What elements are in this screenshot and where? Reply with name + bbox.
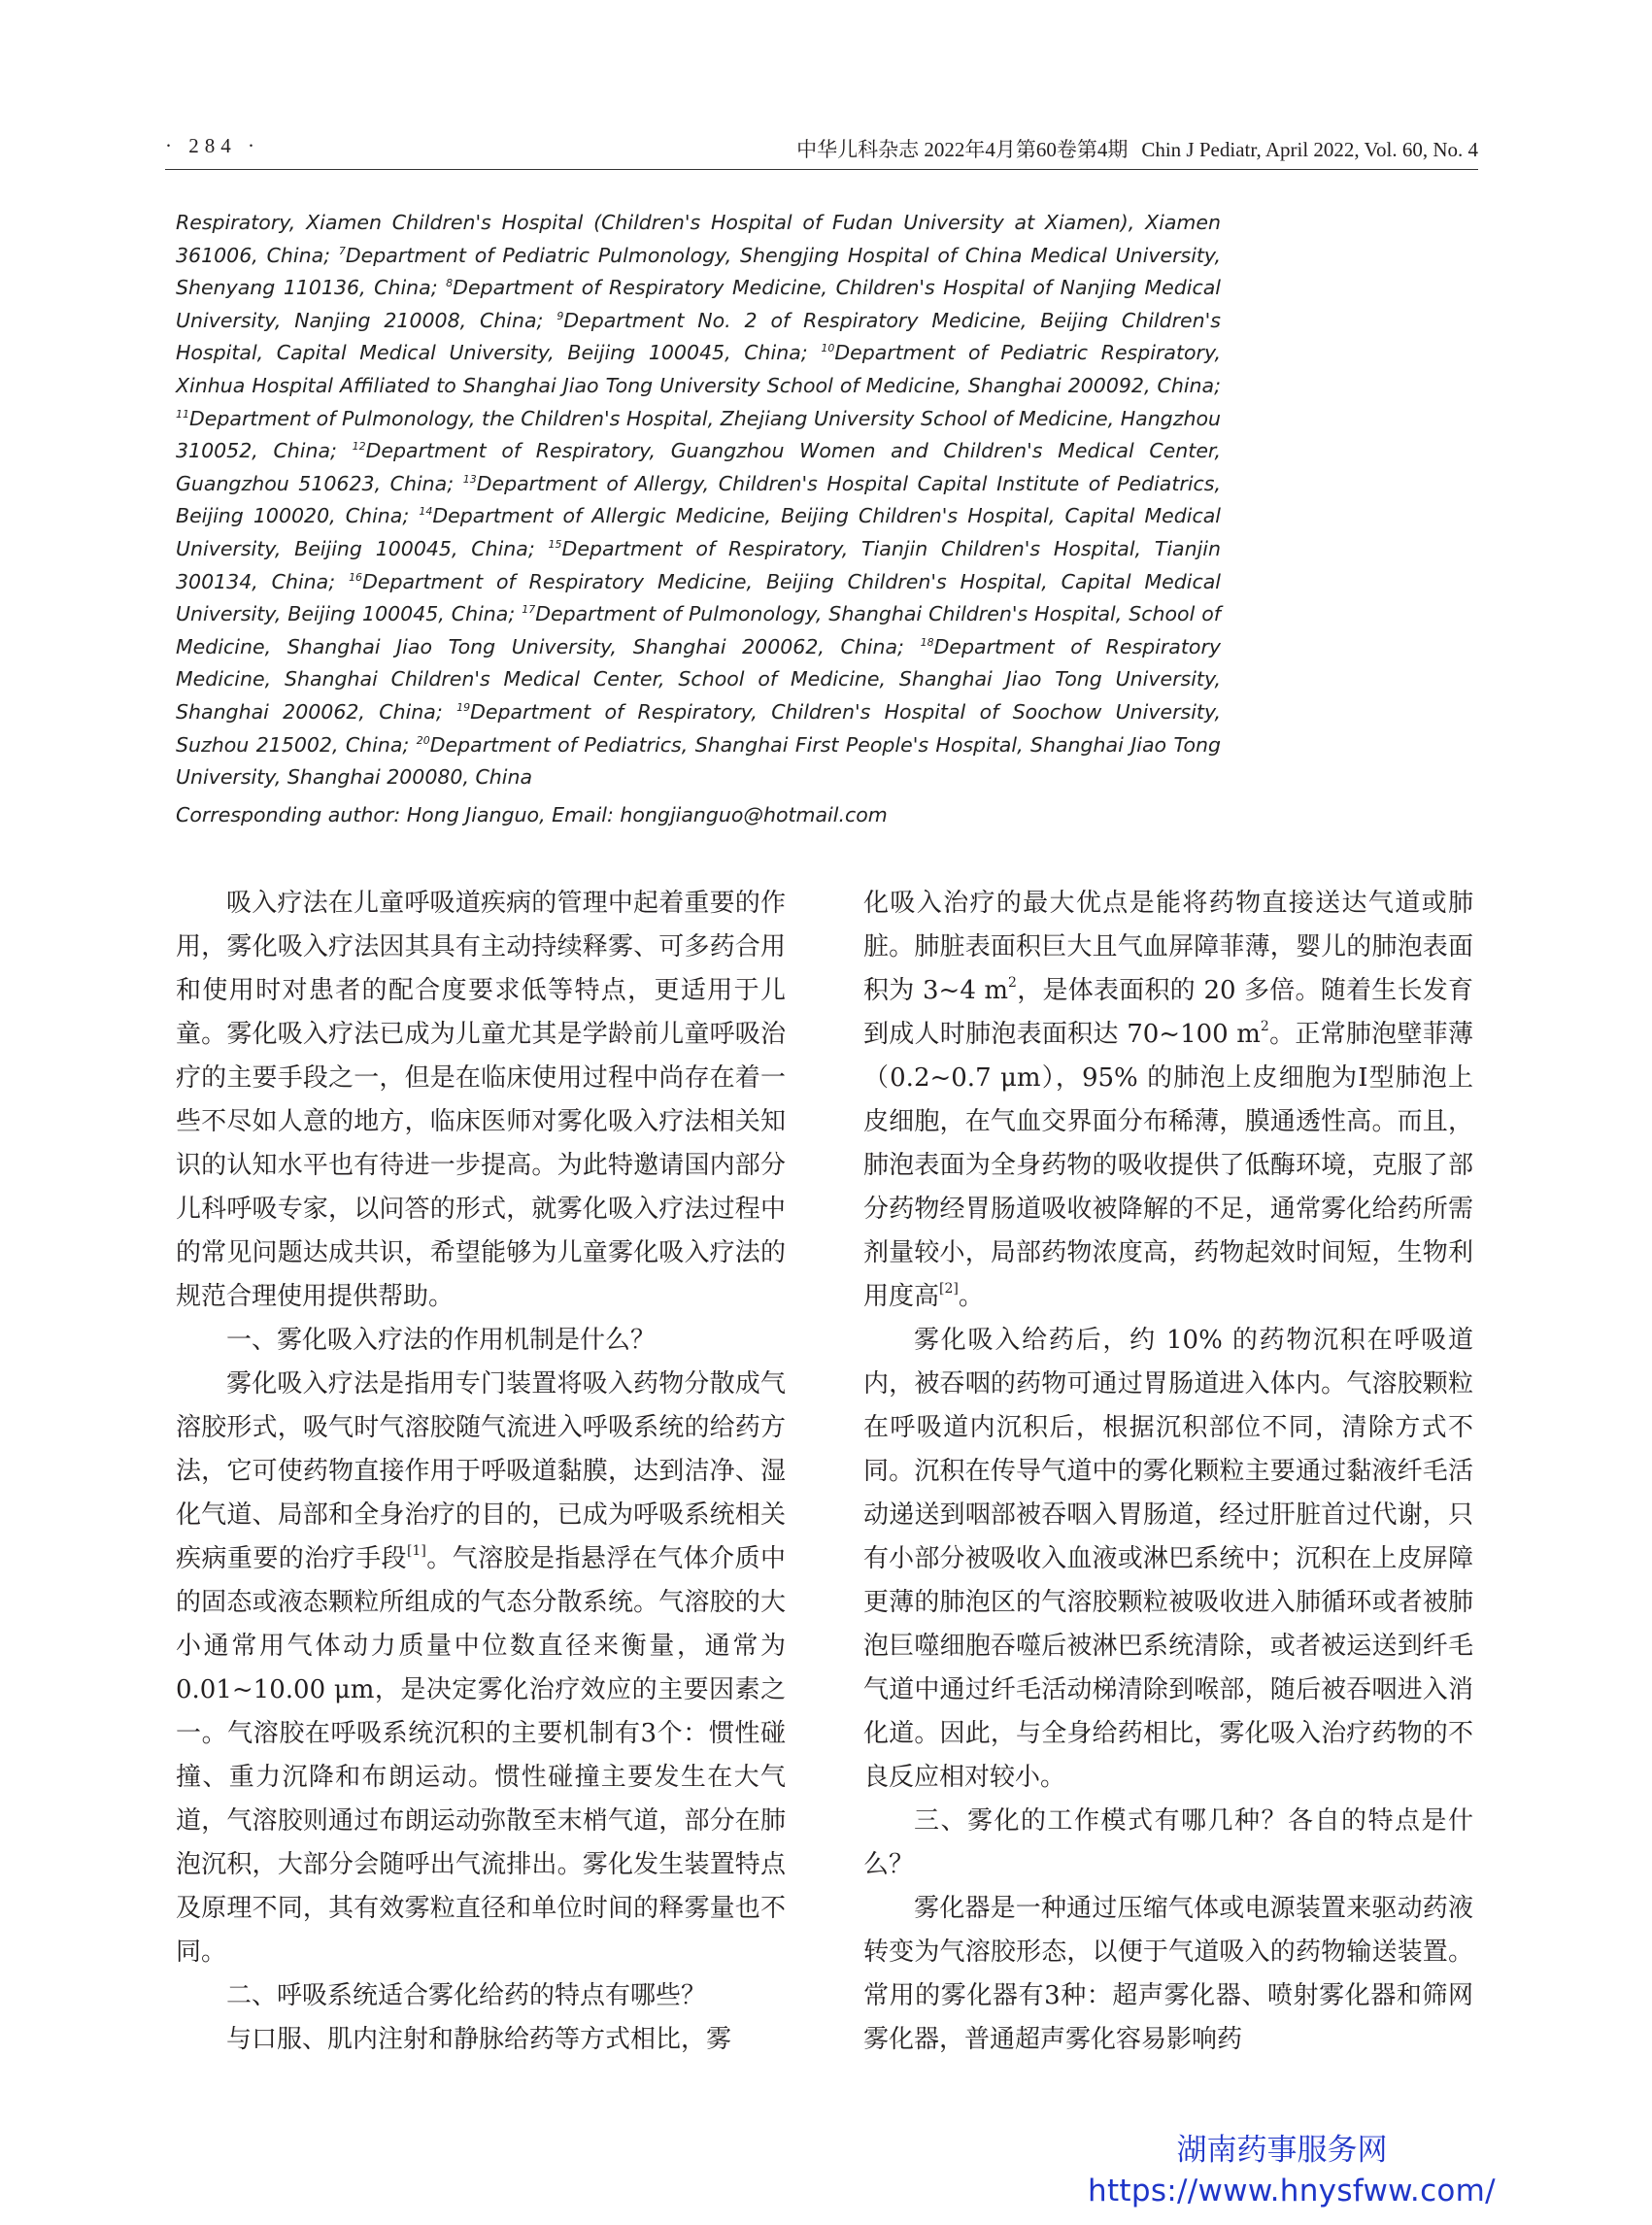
affiliation-number: 17 <box>522 603 536 617</box>
running-header <box>165 134 1478 170</box>
question-heading-2: 二、呼吸系统适合雾化给药的特点有哪些？ <box>226 1981 707 2010</box>
affiliation-number: 20 <box>416 733 430 747</box>
answer-2-text-d: 。 <box>958 1282 984 1311</box>
affiliation-number: 14 <box>419 505 433 519</box>
question-heading-1: 一、雾化吸入疗法的作用机制是什么？ <box>226 1326 657 1355</box>
affiliation-number: 10 <box>821 342 835 355</box>
page-number: · 284 · <box>165 134 260 157</box>
answer-2-text-c: 。正常肺泡壁菲薄（0.2~0.7 μm），95% 的肺泡上皮细胞为Ⅰ型肺泡上皮细胞，在气血交界面分布稀薄，膜通透性高。而且，肺泡表面为全身药物的吸收提供了低酶环境，克服了部分药物经胃肠道吸收被降解的不足，通常雾化给药所需剂量较小，局部药物浓度高，药物起效时间短，生物利用度高 <box>863 1020 1473 1311</box>
affiliation-text: Department of Pulmonology, Shanghai Children's Hospital, School of Medicine, Shanghai Jiao Tong University, Shanghai 200062, China; <box>176 602 1222 658</box>
affiliation-number: 8 <box>446 277 454 290</box>
corresponding-author: Corresponding author: Hong Jianguo, Email: hongjianguo@hotmail.com <box>176 803 888 826</box>
left-column <box>176 882 786 2062</box>
watermark-site-name: 湖南药事服务网 <box>1176 2133 1388 2168</box>
answer-paragraph-1 <box>176 1363 786 1974</box>
affiliation-number: 11 <box>176 407 189 421</box>
affiliation-number: 19 <box>456 700 471 714</box>
answer-paragraph-3: 雾化吸入给药后，约 10% 的药物沉积在呼吸道内，被吞咽的药物可通过胃肠道进入体内。气溶胶颗粒在呼吸道内沉积后，根据沉积部位不同，清除方式不同。沉积在传导气道中的雾化颗粒主要通过黏液纤毛活动递送到咽部被吞咽入胃肠道，经过肝脏首过代谢，只有小部分被吸收入血液或淋巴系统中；沉积在上皮屏障更薄的肺泡区的气溶胶颗粒被吸收进入肺循环或者被肺泡巨噬细胞吞噬后被淋巴系统清除，或者被运送到纤毛气道中通过纤毛活动梯清除到喉部，随后被吞咽进入消化道。因此，与全身给药相比，雾化吸入治疗药物的不良反应相对较小。 <box>863 1326 1473 1792</box>
answer-1-text-a: 雾化吸入疗法是指用专门装置将吸入药物分散成气溶胶形式，吸气时气溶胶随气流进入呼吸系统的给药方法，它可使药物直接作用于呼吸道黏膜，达到洁净、湿化气道、局部和全身治疗的目的，已成为呼吸系统相关疾病重要的治疗手段 <box>176 1369 786 1573</box>
question-heading-3: 三、雾化的工作模式有哪几种？各自的特点是什么？ <box>863 1806 1473 1879</box>
site-watermark <box>1088 2129 1496 2210</box>
answer-1-text-b: 。气溶胶是指悬浮在气体介质中的固态或液态颗粒所组成的气态分散系统。气溶胶的大小通常用气体动力质量中位数直径来衡量，通常为 0.01~10.00 μm，是决定雾化治疗效应的主要因素之一。气溶胶在呼吸系统沉积的主要机制有3个：惯性碰撞、重力沉降和布朗运动。惯性碰撞主要发生在大气道，气溶胶则通过布朗运动弥散至末梢气道，部分在肺泡沉积，大部分会随呼出气流排出。雾化发生装置特点及原理不同，其有效雾粒直径和单位时间的释雾量也不同。 <box>176 1544 786 1967</box>
right-column <box>863 882 1473 2062</box>
citation-ref-2[interactable]: [2] <box>939 1281 959 1297</box>
affiliation-text: Department of Respiratory, Children's Hospital of Soochow University, Suzhou 215002, China; <box>176 699 1222 757</box>
affiliation-text: Department of Pediatrics, Shanghai First People's Hospital, Shanghai Jiao Tong University, Shanghai 200080, China <box>176 732 1221 790</box>
journal-title-en: Chin J Pediatr, April 2022, Vol. 60, No. 4 <box>1141 138 1478 161</box>
answer-2-text-a: 化吸入治疗的最大优点是能将药物直接送达气道或肺脏。肺脏表面积巨大且气血屏障菲薄，婴儿的肺泡表面积为 3~4 m <box>863 889 1473 1005</box>
affiliation-text: Department of Respiratory Medicine, Shanghai Children's Medical Center, School of Medicine, Shanghai Jiao Tong University, Shanghai 200062, China; <box>176 634 1221 724</box>
superscript-2: 2 <box>1008 975 1017 991</box>
watermark-url[interactable]: https://www.hnysfww.com/ <box>1088 2174 1496 2208</box>
affiliation-number: 9 <box>556 309 564 322</box>
citation-ref-1[interactable]: [1] <box>406 1543 426 1559</box>
affiliation-number: 18 <box>920 635 934 649</box>
journal-citation <box>796 134 1478 163</box>
affiliation-number: 15 <box>548 537 562 551</box>
answer-paragraph-2-start: 与口服、肌内注射和静脉给药等方式相比，雾 <box>226 2025 732 2054</box>
superscript-2: 2 <box>1260 1019 1269 1034</box>
affiliation-text: Department of Allergy, Children's Hospital Capital Institute of Pediatrics, Beijing 100020, China; <box>176 471 1221 528</box>
answer-2-text-b: ，是体表面积的 20 多倍。随着生长发育到成人时肺泡表面积达 70~100 m <box>863 976 1473 1049</box>
affiliations-block <box>176 207 1221 794</box>
affiliation-number: 12 <box>352 440 366 454</box>
affiliation-text: Department of Pediatric Pulmonology, Shengjing Hospital of China Medical University, Shenyang 110136, China; <box>176 243 1221 300</box>
intro-paragraph: 吸入疗法在儿童呼吸道疾病的管理中起着重要的作用，雾化吸入疗法因其具有主动持续释雾、可多药合用和使用时对患者的配合度要求低等特点，更适用于儿童。雾化吸入疗法已成为儿童尤其是学龄前儿童呼吸治疗的主要手段之一，但是在临床使用过程中尚存在着一些不尽如人意的地方，临床医师对雾化吸入疗法相关知识的认知水平也有待进一步提高。为此特邀请国内部分儿科呼吸专家，以问答的形式，就雾化吸入疗法过程中的常见问题达成共识，希望能够为儿童雾化吸入疗法的规范合理使用提供帮助。 <box>176 889 786 1311</box>
answer-paragraph-4-start: 雾化器是一种通过压缩气体或电源装置来驱动药液转变为气溶胶形态，以便于气道吸入的药物输送装置。常用的雾化器有3种：超声雾化器、喷射雾化器和筛网雾化器，普通超声雾化容易影响药 <box>863 1894 1473 2054</box>
affiliation-text: Department of Allergic Medicine, Beijing Children's Hospital, Capital Medical University, Beijing 100045, China; <box>176 504 1221 560</box>
affiliation-text: Department No. 2 of Respiratory Medicine, Beijing Children's Hospital, Capital Medical University, Beijing 100045, China; <box>176 308 1221 365</box>
affiliation-text: Department of Respiratory Medicine, Children's Hospital of Nanjing Medical University, Nanjing 210008, China; <box>176 276 1221 332</box>
journal-title-cn: 中华儿科杂志 2022年4月第60卷第4期 <box>796 138 1129 161</box>
affiliation-number: 16 <box>349 570 363 584</box>
affiliation-text: Department of Pulmonology, the Children's Hospital, Zhejiang University School of Medicine, Hangzhou 310052, China; <box>176 406 1221 463</box>
affiliation-number: 13 <box>462 472 477 486</box>
affiliation-text: Respiratory, Xiamen Children's Hospital (Children's Hospital of Fudan University at Xiamen), Xiamen 361006, China; <box>176 211 1221 267</box>
affiliation-text: Department of Respiratory, Tianjin Children's Hospital, Tianjin 300134, China; <box>176 536 1221 593</box>
affiliation-text: Department of Pediatric Respiratory, Xinhua Hospital Affiliated to Shanghai Jiao Tong University School of Medicine, Shanghai 200092, China; <box>176 341 1222 397</box>
affiliation-text: Department of Respiratory, Guangzhou Women and Children's Medical Center, Guangzhou 510623, China; <box>176 439 1221 495</box>
affiliation-number: 7 <box>338 244 346 257</box>
answer-paragraph-2-continued <box>863 882 1473 1319</box>
affiliation-text: Department of Respiratory Medicine, Beijing Children's Hospital, Capital Medical University, Beijing 100045, China; <box>176 569 1221 626</box>
